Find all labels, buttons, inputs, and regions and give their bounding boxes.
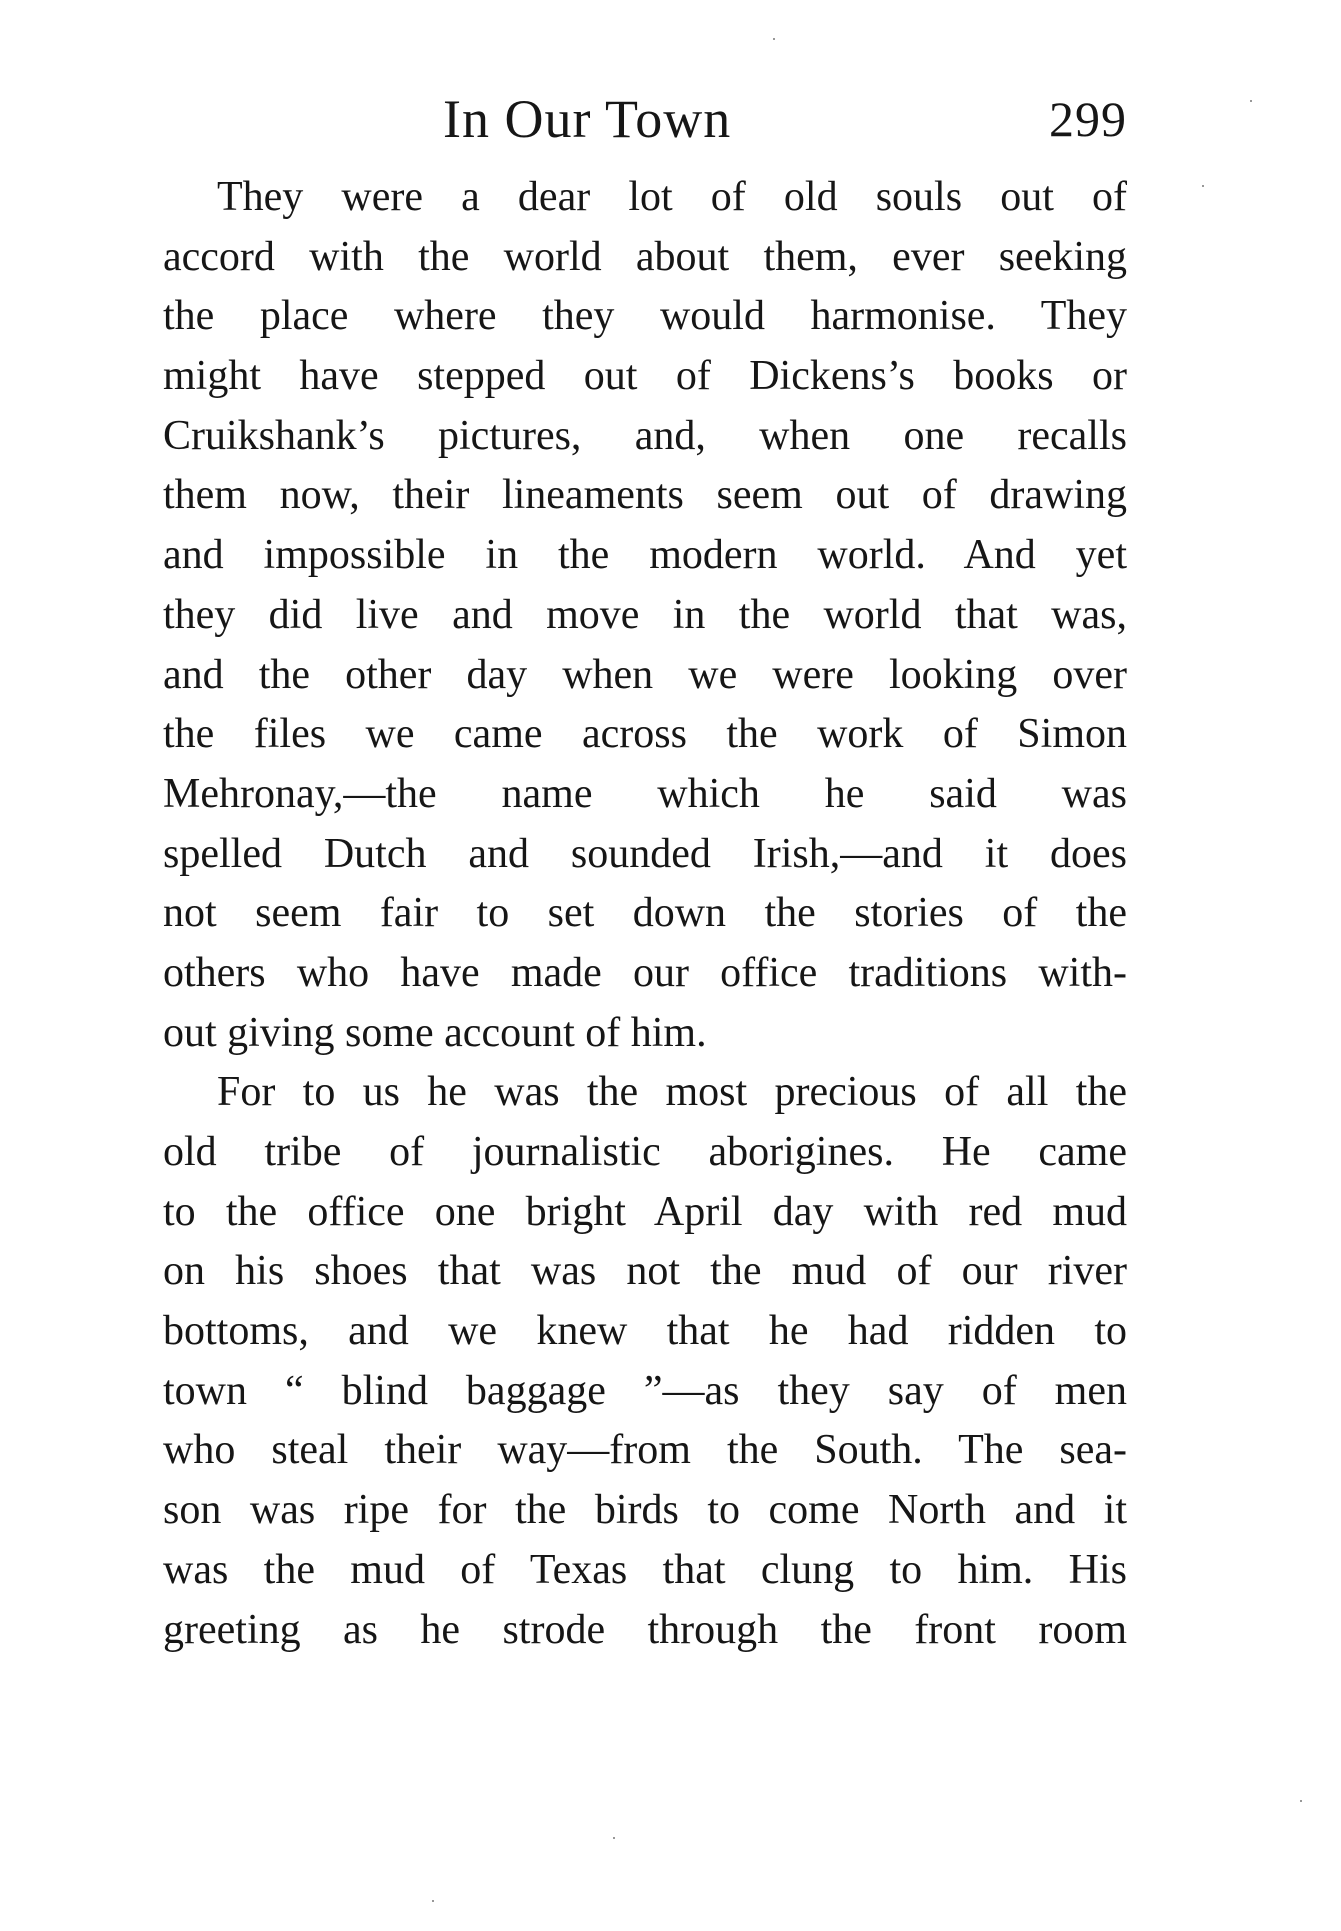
scan-speck: [1300, 1800, 1302, 1802]
text-line: accord with the world about them, ever seeking: [163, 233, 1127, 280]
scan-speck: [1202, 185, 1204, 187]
running-head-title: In Our Town: [443, 89, 732, 149]
text-line: Mehronay,—the name which he said was: [163, 770, 1127, 817]
text-line: to the office one bright April day with red mud: [163, 1188, 1127, 1235]
text-line: son was ripe for the birds to come North and it: [163, 1487, 1127, 1534]
scan-speck: [613, 1837, 615, 1839]
text-line: was the mud of Texas that clung to him. His: [163, 1546, 1127, 1593]
page-number: 299: [1049, 91, 1127, 147]
scan-speck: [432, 1900, 434, 1902]
text-line: them now, their lineaments seem out of drawing: [163, 472, 1127, 519]
text-line: others who have made our office traditions with-: [163, 949, 1127, 996]
text-line: and the other day when we were looking over: [163, 651, 1127, 698]
text-line: might have stepped out of Dickens’s books or: [163, 353, 1127, 400]
text-line: they did live and move in the world that was,: [163, 591, 1127, 638]
scan-speck: [1250, 100, 1252, 102]
text-line: on his shoes that was not the mud of our river: [163, 1248, 1127, 1295]
text-line: They were a dear lot of old souls out of: [217, 174, 1127, 220]
text-line: spelled Dutch and sounded Irish,—and it does: [163, 830, 1127, 877]
text-line: not seem fair to set down the stories of the: [163, 890, 1127, 937]
text-line: greeting as he strode through the front room: [163, 1606, 1127, 1653]
running-head: [163, 88, 1127, 158]
scan-speck: [773, 38, 775, 40]
text-line: town “ blind baggage ”—as they say of men: [163, 1367, 1127, 1414]
text-line: the files we came across the work of Simon: [163, 711, 1127, 758]
body-text: [163, 168, 1127, 1660]
text-line: and impossible in the modern world. And yet: [163, 532, 1127, 579]
text-line: old tribe of journalistic aborigines. He came: [163, 1129, 1127, 1175]
text-line: Cruikshank’s pictures, and, when one recalls: [163, 412, 1127, 459]
text-line: For to us he was the most precious of all the: [217, 1069, 1127, 1116]
text-line: bottoms, and we knew that he had ridden to: [163, 1308, 1127, 1355]
text-line: who steal their way—from the South. The sea-: [163, 1427, 1127, 1474]
text-line: the place where they would harmonise. They: [163, 293, 1127, 340]
text-line: out giving some account of him.: [163, 1009, 707, 1056]
